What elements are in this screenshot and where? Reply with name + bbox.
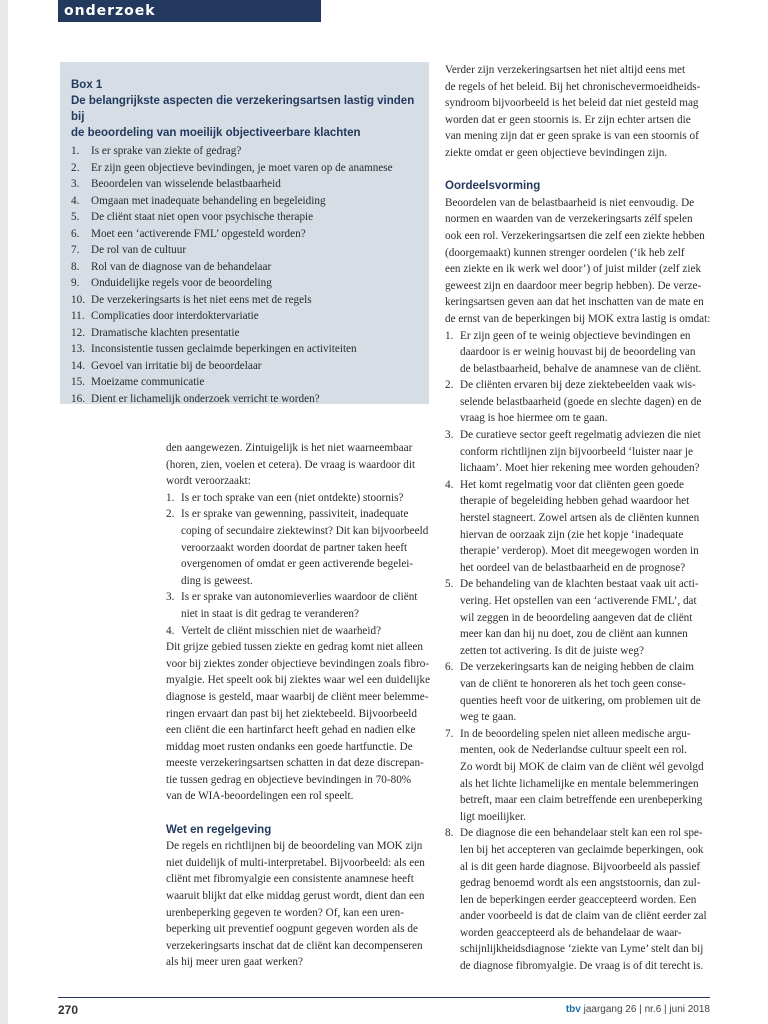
journal-info [566,1004,710,1015]
list-text: De curatieve sector geeft regelmatig adviezen die niet [460,429,701,442]
box-item-text: Is er sprake van ziekte of gedrag? [91,145,242,157]
list-text: De cliënten ervaren bij deze ziektebeelden vaak wis- [460,379,696,392]
list-continuation: herstel stagneert. Zowel artsen als de cliënten kunnen [460,512,700,525]
body-line: Beoordelen van de belastbaarheid is niet eenvoudig. De [445,196,695,209]
list-continuation: len de beperkingen eerder geaccepteerd worden. Een [460,893,697,906]
list-text: In de beoordeling spelen niet alleen medische argu- [460,727,691,740]
list-text: Er zijn geen of te weinig objectieve bevindingen en [460,329,691,342]
page-number: 270 [58,1003,79,1017]
body-line: normen en waarden van de verzekeringsarts zélf spelen [445,213,693,226]
body-line: de regels of het beleid. Bij het chronischevermoeidheids- [445,80,701,93]
list-text: Vertelt de cliënt misschien niet de waarheid? [181,624,382,637]
list-continuation: wil zeggen in de beoordeling aangeven dat de cliënt [460,611,693,624]
numbered-list-line [445,427,715,444]
box-list-item [71,209,419,226]
box-item-text: Complicaties door interdoktervariatie [91,310,259,322]
body-line: de ernst van de beperkingen bij MOK extra lastig is omdat: [445,312,711,325]
box-item-text: Onduidelijke regels voor de beoordeling [91,277,272,289]
body-line: urenbeperking gegeven te worden? Of, kan een uren- [166,906,404,919]
list-continuation: veroorzaakt worden doordat de partner taken heeft [181,541,408,554]
numbered-list-line [445,377,715,394]
list-continuation: quenties heeft voor de uitkering, om problemen uit de [460,694,701,707]
list-continuation: schijnlijkheidsdiagnose ‘ziekte van Lyme’ stelt dan bij [460,943,704,956]
body-line: middag moet rusten ondanks een goede hartfunctie. De [166,740,413,753]
box-item-number: 13. [71,343,85,355]
list-continuation: therapie of begeleiding hebben gehad waardoor het [460,495,690,508]
box-item-number: 9. [71,277,80,289]
numbered-list-line [166,506,436,523]
box-list-item [71,374,419,391]
box-title-line: De belangrijkste aspecten die verzekeringsartsen lastig vinden bij [71,95,415,123]
body-line: De regels en richtlijnen bij de beoordeling van MOK zijn [166,840,423,853]
list-continuation: weg te gaan. [460,711,517,724]
list-continuation: de belastbaarheid, behalve de anamnese van de cliënt. [460,362,702,375]
list-continuation: menten, ook de Nederlandse cultuur speelt een rol. [460,744,688,757]
body-line: waaruit blijkt dat elke middag gerust wordt, dient dan een [166,890,425,903]
body-line: cliënt met fibromyalgie een consistente anamnese heeft [166,873,414,886]
list-text: De behandeling van de klachten bestaat vaak uit acti- [460,578,699,591]
list-number: 3. [445,429,454,442]
body-line: voor bij ziektes zonder objectieve bevindingen zoals fibro- [166,657,430,670]
box-item-number: 11. [71,310,85,322]
box-list-item [71,341,419,358]
numbered-list-line [445,576,715,593]
list-continuation: de diagnose fibromyalgie. De vraag is of dit terecht is. [460,960,704,973]
body-line: tie tussen gedrag en objectieve bevindingen in 70-80% [166,773,412,786]
list-continuation: hiervan de oorzaak zijn (zie het kopje ‘inadequate [460,528,684,541]
list-text: De diagnose die een behandelaar stelt kan een rol spe- [460,827,703,840]
numbered-list-line [166,490,436,507]
numbered-list-line [166,589,436,606]
box-item-number: 4. [71,194,80,207]
numbered-list-line [445,659,715,676]
box-list-item [71,242,419,259]
box-item-text: Er zijn geen objectieve bevindingen, je moet varen op de anamnese [91,161,393,174]
box-list-item [71,193,419,210]
spacer [166,805,436,822]
box-item-number: 7. [71,244,80,256]
list-number: 8. [445,827,454,840]
box-list [71,143,419,407]
list-continuation: ligt moeilijker. [460,810,526,823]
body-line: als hij meer uren gaat werken? [166,956,303,969]
box-list-item [71,226,419,243]
list-continuation: vering. Het opstellen van een ‘activerende FML’, dat [460,595,697,607]
body-line: niet duidelijk of multi-interpretabel. Bijvoorbeeld: als een [166,856,425,869]
right-column [445,62,715,975]
footer-rule [58,997,710,998]
box-item-number: 2. [71,161,80,174]
body-line: myalgie. Het speelt ook bij ziektes waar wel een duidelijke [166,674,431,687]
box-label: Box 1 [71,79,103,91]
box-item-text: Omgaan met inadequate behandeling en begeleiding [91,194,326,207]
body-line: Verder zijn verzekeringsartsen het niet altijd eens met [445,64,686,76]
box-item-text: De rol van de cultuur [91,244,187,256]
box-item-text: Gevoel van irritatie bij de beoordelaar [91,359,262,372]
list-text: De verzekeringsarts kan de neiging hebben de claim [460,661,694,674]
list-continuation: het oordeel van de belastbaarheid en de prognose? [460,561,686,574]
box-list-item [71,176,419,193]
journal-issue: jaargang 26 | nr.6 | juni 2018 [583,1004,710,1015]
body-line: den aangewezen. Zintuigelijk is het niet waarneembaar [166,442,413,454]
list-number: 7. [445,727,454,740]
journal-brand: tbv [565,1004,581,1015]
section-label: onderzoek [58,0,321,22]
list-text: Is er toch sprake van een (niet ontdekte) stoornis? [181,491,404,504]
body-line: een cliënt die een hartinfarct heeft gehad en nadien elke [166,724,416,737]
box-list-item [71,391,419,408]
box-list-item [71,143,419,160]
page-edge [0,0,8,1024]
list-text: Is er sprake van gewenning, passiviteit, inadequate [181,508,409,521]
list-number: 2. [445,379,454,392]
list-continuation: ander voorbeeld is dat de claim van de cliënt eerder zal [460,910,707,923]
box-list-item [71,308,419,325]
body-line: worden dat er geen stoornis is. Er zijn echter artsen die [445,113,691,126]
box-item-number: 15. [71,376,85,388]
box-item-text: Moeizame communicatie [91,376,205,388]
body-line: Dit grijze gebied tussen ziekte en gedrag komt niet alleen [166,641,423,654]
body-line: een ziekte en ik werk wel door’) of juist milder (zelf ziek [445,263,702,276]
box-item-text: Beoordelen van wisselende belastbaarheid [91,178,281,190]
list-continuation: overgenomen of omdat er geen activerende begelei- [181,558,414,571]
list-continuation: al is dit geen harde diagnose. Bijvoorbeeld als passief [460,860,701,873]
list-continuation: als het lichte lichamelijke en mentale belemmeringen [460,777,699,790]
body-line: syndroom bijvoorbeeld is het beleid dat niet gesteld mag [445,97,699,110]
list-continuation: selende belastbaarheid (goede en slechte dagen) en de [460,395,702,408]
body-line: ook een rol. Verzekeringsartsen die zelf een ziekte hebben [445,229,705,242]
body-line: (horen, zien, voelen et cetera). De vraag is waardoor dit [166,458,416,471]
numbered-list-line [166,623,436,640]
list-continuation: coping of secundaire ziektewinst? Dit kan bijvoorbeeld [181,524,429,537]
list-continuation: van de cliënt te honoreren als het toch geen conse- [460,677,686,690]
box-list-item [71,325,419,342]
body-line: diagnose is gesteld, maar waarbij de cliënt meer belemme- [166,690,429,703]
list-continuation: lichaam’. Moet hier rekening mee worden gehouden? [460,462,700,475]
box-item-number: 6. [71,227,80,240]
body-line: meeste verzekeringsartsen schatten in dat deze discrepan- [166,757,424,770]
list-text: Het komt regelmatig voor dat cliënten geen goede [460,478,684,491]
box-item-text: Inconsistentie tussen geclaimde beperkingen en activiteiten [91,343,357,355]
box-title-line: de beoordeling van moeilijk objectiveerbare klachten [71,127,361,139]
list-number: 3. [166,591,175,604]
box-item-text: Moet een ‘activerende FML’ opgesteld worden? [91,227,306,240]
box-item-number: 12. [71,326,85,339]
numbered-list-line [445,726,715,743]
numbered-list-line [445,477,715,494]
list-continuation: conform richtlijnen zijn bijvoorbeeld ‘luister naar je [460,445,693,458]
box-list-item [71,160,419,177]
box-item-number: 10. [71,293,85,306]
list-continuation: ding is geweest. [181,574,253,587]
box-item-text: Dramatische klachten presentatie [91,326,240,339]
list-number: 2. [166,508,175,521]
body-line: verzekeringsarts inschat dat de cliënt kan decompenseren [166,939,423,952]
box-item-text: Rol van de diagnose van de behandelaar [91,260,272,273]
list-continuation: betreft, maar een claim betreffende een urenbeperking [460,794,703,807]
list-continuation: meer kan dan hij nu doet, zou de cliënt aan kunnen [460,628,688,641]
spacer [445,162,715,179]
list-continuation: gedrag benoemd wordt als een angststoornis, dan zul- [460,877,701,890]
left-column [166,440,436,971]
numbered-list-line [445,328,715,345]
list-continuation: daardoor is er weinig houvast bij de beoordeling van [460,346,696,359]
box-item-text: De cliënt staat niet open voor psychische therapie [91,211,314,223]
box-title [71,93,419,141]
box-list-item [71,259,419,276]
numbered-list-line [445,825,715,842]
list-continuation: zetten tot activering. Is dit de juiste weg? [460,644,644,657]
body-line: van mening zijn dat er geen sprake is van een stoornis of [445,130,699,143]
list-number: 4. [166,624,175,637]
list-continuation: len bij het accepteren van geclaimde beperkingen, ook [460,843,704,856]
body-line: ringen ervaart dan past bij het ziektebeeld. Bijvoorbeeld [166,707,418,720]
list-text: Is er sprake van autonomieverlies waardoor de cliënt [181,591,418,604]
box-item-number: 3. [71,178,80,190]
body-line: ziekte omdat er geen objectieve bevindingen zijn. [445,146,668,159]
box-1 [60,62,429,404]
box-item-number: 14. [71,359,85,372]
section-heading: Oordeelsvorming [445,180,541,193]
list-number: 4. [445,478,454,491]
body-line: van de WIA-beoordelingen een rol speelt. [166,790,354,803]
list-number: 1. [445,329,454,342]
box-item-text: De verzekeringsarts is het niet eens met de regels [91,293,312,306]
box-item-text: Dient er lichamelijk onderzoek verricht te worden? [91,392,320,405]
body-line: keringsartsen geven aan dat het inschatten van de mate en [445,296,704,309]
list-continuation: niet in staat is dit gedrag te veranderen? [181,607,359,620]
section-heading: Wet en regelgeving [166,823,272,836]
list-number: 6. [445,661,454,674]
list-number: 5. [445,578,454,591]
box-item-number: 8. [71,260,80,273]
body-line: beperking uit preventief oogpunt gegeven worden als de [166,923,418,936]
box-item-number: 1. [71,145,80,157]
box-item-number: 5. [71,211,80,223]
body-line: (doorgemaakt) kunnen strenger oordelen (‘ik heb zelf [445,246,685,259]
body-line: wordt veroorzaakt: [166,475,251,488]
list-continuation: vraag is hoe hiermee om te gaan. [460,412,608,425]
list-continuation: Zo wordt bij MOK de claim van de cliënt wél gevolgd [460,760,704,773]
body-line: geweest zijn en daardoor meer begrip hebben). De verze- [445,279,702,292]
list-continuation: worden geaccepteerd als de behandelaar de waar- [460,926,682,939]
box-list-item [71,358,419,375]
box-list-item [71,275,419,292]
box-item-number: 16. [71,392,85,405]
box-list-item [71,292,419,309]
list-continuation: therapie’ verderop). Moet dit meegewogen worden in [460,545,699,558]
list-number: 1. [166,491,175,504]
